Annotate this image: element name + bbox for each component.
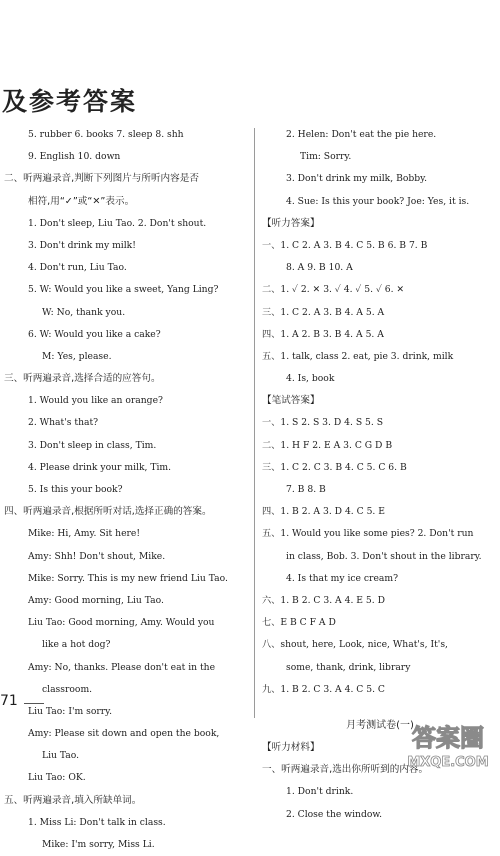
- right-lines-line: 九、1. B 2. C 3. A 4. C 5. C: [262, 683, 385, 695]
- right-lines-line: 八、shout, here, Look, nice, What's, It's,: [262, 639, 448, 651]
- right-lines-line: 月考测试卷(一): [346, 719, 414, 731]
- left-lines-line: 6. W: Would you like a cake?: [28, 328, 161, 340]
- left-lines-line: 1. Don't sleep, Liu Tao. 2. Don't shout.: [28, 217, 207, 229]
- right-lines-line: 7. B 8. B: [286, 484, 326, 495]
- right-lines-line: some, thank, drink, library: [286, 661, 411, 673]
- left-lines-line: Mike: Sorry. This is my new friend Liu Tao.: [28, 572, 228, 584]
- right-lines-line: 3. Don't drink my milk, Bobby.: [286, 173, 428, 185]
- left-lines-line: Amy: Please sit down and open the book,: [28, 728, 220, 740]
- left-lines-line: Amy: Shh! Don't shout, Mike.: [28, 550, 166, 562]
- left-lines-line: 四、听两遍录音,根据所听对话,选择正确的答案。: [4, 506, 212, 518]
- left-lines-line: 相符,用“✓”或“✕”表示。: [28, 195, 135, 207]
- right-lines-line: 2. Close the window.: [286, 808, 383, 820]
- left-lines-line: 2. What's that?: [28, 417, 99, 429]
- right-lines-line: in class, Bob. 3. Don't shout in the library.: [286, 550, 482, 562]
- right-lines-line: [262, 701, 498, 715]
- right-lines-line: 1. Don't drink.: [286, 786, 354, 798]
- left-lines-line: 5. W: Would you like a sweet, Yang Ling?: [28, 284, 219, 296]
- left-lines-line: Mike: I'm sorry, Miss Li.: [42, 839, 155, 850]
- left-lines-line: 二、听两遍录音,判断下列图片与所听内容是否: [4, 173, 199, 185]
- left-lines-line: classroom.: [42, 683, 93, 695]
- right-lines-line: 4. Sue: Is this your book? Joe: Yes, it is.: [286, 195, 470, 207]
- right-lines-line: 一、听两遍录音,选出你所听到的内容。: [262, 764, 429, 776]
- left-lines-line: 三、听两遍录音,选择合适的应答句。: [4, 373, 161, 385]
- right-lines-line: 一、1. S 2. S 3. D 4. S 5. S: [262, 417, 384, 429]
- right-lines-line: 8. A 9. B 10. A: [286, 262, 353, 274]
- right-lines-line: 五、1. talk, class 2. eat, pie 3. drink, milk: [262, 350, 454, 362]
- page-number-rule: [24, 703, 44, 704]
- left-lines-line: 五、听两遍录音,填入所缺单词。: [4, 794, 142, 806]
- left-lines-line: Liu Tao.: [42, 750, 80, 762]
- left-lines-line: 4. Don't run, Liu Tao.: [28, 262, 127, 274]
- left-column: [4, 124, 254, 856]
- right-lines-line: 三、1. C 2. C 3. B 4. C 5. C 6. B: [262, 461, 407, 473]
- left-lines-line: Amy: No, thanks. Please don't eat in the: [28, 661, 216, 673]
- left-lines-line: M: Yes, please.: [42, 350, 112, 362]
- right-lines-line: 【听力答案】: [262, 217, 320, 229]
- left-lines-line: 9. English 10. down: [28, 151, 121, 163]
- watermark-logo: [398, 716, 498, 770]
- right-lines-line: 四、1. B 2. A 3. D 4. C 5. E: [262, 506, 385, 518]
- right-lines-line: 四、1. A 2. B 3. B 4. A 5. A: [262, 328, 384, 340]
- watermark-en: MXQE.COM: [407, 755, 489, 770]
- left-lines-line: like a hot dog?: [42, 639, 111, 651]
- left-lines-line: Amy: Good morning, Liu Tao.: [28, 594, 164, 606]
- right-lines-line: 五、1. Would you like some pies? 2. Don't run: [262, 528, 474, 540]
- right-lines-line: 三、1. C 2. A 3. B 4. A 5. A: [262, 306, 385, 318]
- column-divider: [254, 128, 255, 718]
- right-lines-line: 2. Helen: Don't eat the pie here.: [286, 129, 437, 140]
- left-lines-line: 1. Would you like an orange?: [28, 395, 163, 407]
- right-lines-line: 【笔试答案】: [262, 395, 320, 407]
- right-lines-line: 二、1. ✓ 2. ✕ 3. ✓ 4. ✓ 5. ✓ 6. ✕: [262, 284, 405, 296]
- left-lines-line: 5. Is this your book?: [28, 484, 123, 495]
- right-lines-line: 六、1. B 2. C 3. A 4. E 5. D: [262, 594, 385, 606]
- right-lines-line: 4. Is that my ice cream?: [286, 572, 399, 584]
- right-lines-line: 二、1. H F 2. E A 3. C G D B: [262, 439, 393, 451]
- left-lines-line: Liu Tao: I'm sorry.: [28, 705, 113, 717]
- left-lines-line: Liu Tao: Good morning, Amy. Would you: [28, 617, 215, 629]
- watermark-cn: 答案圈: [412, 724, 484, 752]
- left-lines-line: 1. Miss Li: Don't talk in class.: [28, 816, 166, 828]
- left-lines-line: Liu Tao: OK.: [28, 772, 86, 784]
- right-lines-line: 一、1. C 2. A 3. B 4. C 5. B 6. B 7. B: [262, 239, 428, 251]
- left-lines-line: 3. Don't drink my milk!: [28, 239, 136, 251]
- left-lines-line: 5. rubber 6. books 7. sleep 8. shh: [28, 129, 184, 140]
- right-lines-line: 【听力材料】: [262, 742, 320, 754]
- page-number: 71: [0, 693, 18, 709]
- left-lines-line: 4. Please drink your milk, Tim.: [28, 461, 172, 473]
- left-lines-line: W: No, thank you.: [42, 306, 126, 318]
- right-lines-line: 七、E B C F A D: [262, 617, 336, 629]
- left-lines-line: 3. Don't sleep in class, Tim.: [28, 439, 157, 451]
- left-lines-line: Mike: Hi, Amy. Sit here!: [28, 528, 141, 540]
- page-heading: 及参考答案: [2, 87, 138, 116]
- right-lines-line: 4. Is, book: [286, 373, 335, 385]
- right-lines-line: Tim: Sorry.: [300, 151, 352, 163]
